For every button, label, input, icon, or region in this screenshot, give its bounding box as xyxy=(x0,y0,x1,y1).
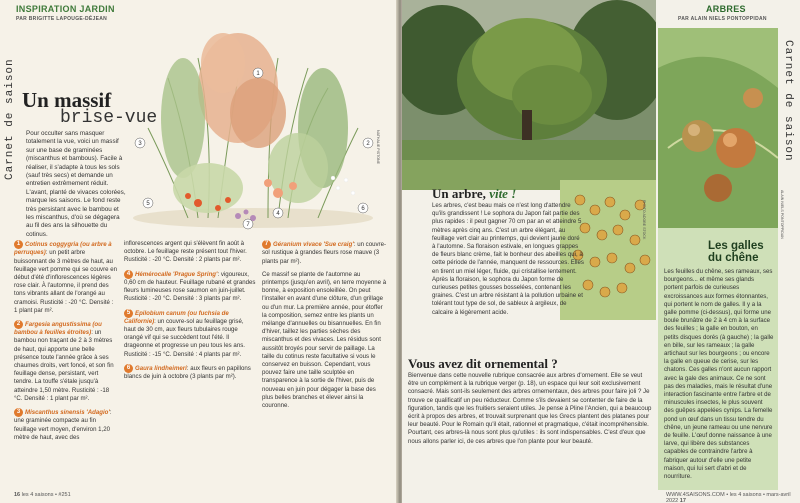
plant-name: Fargesia angustissima (ou bambou à feuilles étroites) xyxy=(14,321,102,337)
footer-right xyxy=(666,492,800,503)
plant-text: : un petit arbre buissonnant de 3 mètres de haut, au feuillage vert pomme qui se couvre en début d'été d'inflorescences légères rose clair. À l'automne, il prend des tons vibrants allant de l'orangé au cramoisi. Rusticité : -20 °C. Densité : 1 plant par m². xyxy=(14,249,117,314)
plant-column-1 xyxy=(14,240,118,447)
plant-name: Hémérocalle 'Prague Spring' xyxy=(135,270,218,278)
plant-text: : un couvre-sol rustique à grandes fleurs rose mauve (3 plants par m²). xyxy=(262,241,386,265)
plant-entry-continued: inflorescences argent qui s'élèvent fin août à octobre. Le feuillage reste présent tout l'hiver. Rusticité : -20 °C. Densité : 2 plants par m². xyxy=(124,240,247,264)
byline-right: PAR ALAIN NIELS PONTOPPIDAN xyxy=(678,16,767,22)
heading-ornemental: Vous avez dit ornemental ? xyxy=(408,356,558,371)
plant-entry xyxy=(14,320,118,403)
plant-entry xyxy=(124,364,256,382)
right-page xyxy=(402,0,800,503)
plant-text: : aux fleurs en papillons blancs de juin à octobre (3 plants par m²). xyxy=(124,364,251,381)
illustration-credit: NATHALIE PISTONE xyxy=(376,130,380,165)
side-label-right: Carnet de saison xyxy=(782,40,794,162)
plant-number: 3 xyxy=(14,408,23,417)
footer-text-right: WWW.4SAISONS.COM • les 4 saisons • mars-avril 2022 xyxy=(666,492,791,503)
footer-text-left: les 4 saisons • #251 xyxy=(21,492,71,498)
left-page xyxy=(0,0,398,503)
footer-left xyxy=(14,492,71,498)
plant-text: : une graminée compacte au fin feuillage vert moyen, d'environ 1,20 mètre de haut, avec des xyxy=(14,409,112,441)
plant-number: 1 xyxy=(14,240,23,249)
folio-right: 17 xyxy=(679,498,686,503)
plant-name: Géranium vivace 'Sue craig' xyxy=(273,241,354,249)
plant-text: : un couvre-sol au feuillage grisé, haut de 30 cm, aux fleurs tubulaires rouge orangé vif qui se succèdent tout l'été. Il drageonne et progresse un peu tous les ans. Rusticité : -15 °C. Densité : 4 plants par m². xyxy=(124,317,245,358)
plant-column-2 xyxy=(124,240,256,386)
photo-credit-1: PHOTO ADOBE STOCK xyxy=(642,200,646,240)
title-line-2: brise-vue xyxy=(60,108,158,128)
intro-text: Pour occulter sans masquer totalement la vue, voici un massif sur une base de graminées (miscanthus et bambous). Facile à réaliser, il s'adapte à tous les sols (sauf très secs) et demande un entretien extrêmement réduit. L'avant, planté de vivaces colorées, marque les saisons. Le fond reste très persistant avec le bambou et les miscanthus, d'où se dégagera au fil des ans la silhouette du cotinus. xyxy=(26,130,126,238)
galle-text: Les feuilles du chêne, ses rameaux, ses bourgeons... et même ses glands portent parfois de curieuses excroissances aux formes étonnantes, qui portent le nom de galles. Il y a la galle pomme (ci-dessus), qui forme une boule brunâtre de 2 à 4 cm à la surface des feuilles ; la galle en bouton, en petits disques dorés (à gauche) ; la galle en bille, sur les rameaux ; la galle artichaut sur les bourgeons ; ou encore la galle en queue de cerise, sur les chatons. Ces galles n'ont aucun rapport avec la gale des animaux. Ce ne sont pas des maladies, mais le résultat d'une interaction fascinante entre l'arbre et de minuscules insectes, le plus souvent des guêpes appelées cynips. La femelle pond un œuf dans un tissu tendre du chêne, un jeune rameau ou une nervure de feuille. L'œuf donne naissance à une larve, qui libère des substances capables de contraindre l'arbre à fabriquer autour d'elle une petite maison, qui lui sert d'abri et de nourriture. xyxy=(664,268,774,481)
byline-left: PAR BRIGITTE LAPOUGE-DÉJEAN xyxy=(16,16,108,22)
ornemental-text: Bienvenue dans cette nouvelle rubrique consacrée aux arbres d'ornement. Elle se veut être un complément à la rubrique verger (p. 18), un espace qui leur soit exclusivement consacré. Mais sont-ils seulement des arbres ornementaux, des arbres pour faire joli ? Je trouve ce qualificatif un peu réducteur. Comme s'ils devaient se contenter de faire de la figuration, tandis que les fruitiers seraient utiles. Je pense à Pline l'Ancien, qui a beaucoup écrit à propos des arbres, et trouvait surprenant que les Grecs plantent des platanes pour leur beauté. Pour le Romain qu'il était, rationnel et pragmatique, c'était incompréhensible. Pourtant, ces arbres-là nous sont plus qu'utiles : ils sont indispensables. C'est d'eux que nous allons parler ici, de ces arbres que l'on plante pour leur beauté. xyxy=(408,372,652,445)
plant-entry xyxy=(14,240,118,315)
rubric-left: INSPIRATION JARDIN xyxy=(16,4,115,14)
plant-number: 5 xyxy=(124,309,133,318)
svg-text:6: 6 xyxy=(361,206,365,212)
svg-text:5: 5 xyxy=(146,201,150,207)
plant-number: 7 xyxy=(262,240,271,249)
galle-title: Les galles du chêne xyxy=(708,240,764,264)
planting-advice: Ce massif se plante de l'automne au printemps (jusqu'en avril), en terre moyenne à bonne, à exposition ensoleillée. On peut l'installer en avant d'une clôture, d'un grillage ou d'un mur. La première année, pour étoffer la composition, semez entre les plants un mélange d'annuelles ou bisannuelles. En fin d'hiver, taillez les parties sèches des miscanthus et des vivaces. Les résidus sont aussitôt broyés pour servir de paillage. La taille du cotinus reste facultative si vous le conservez en buisson. Cependant, vous pouvez faire une taille sculptée en transparence à la sortie de l'hiver, puis de nouveau en juin pour dégager la base des plus belles branches et élever ainsi la couronne. xyxy=(262,270,387,409)
title-line-1: Un massif xyxy=(22,88,112,112)
svg-text:2: 2 xyxy=(366,141,370,147)
plant-entry xyxy=(124,309,256,359)
oak-apple-gall-photo xyxy=(658,28,778,228)
plant-name: Epilobium canum (ou fuchsia de Californie) xyxy=(124,309,229,325)
plant-name: Cotinus coggygria (ou arbre à perruques) xyxy=(14,241,112,257)
side-label-left: Carnet de saison xyxy=(4,58,16,180)
plant-entry xyxy=(14,408,118,442)
heading-arbre-vite xyxy=(432,186,516,202)
plant-text: : vigoureux, 0,60 cm de hauteur. Feuillage rubané et grandes fleurs lumineuses rose saumon en juin-juillet. Rusticité : -20 °C. Densité : 3 plants par m². xyxy=(124,270,256,303)
photo-credit-2: ALAIN NIELS PONTOPPIDAN xyxy=(780,190,784,239)
sophora-text: Les arbres, c'est beau mais ce n'est long d'attendre qu'ils grandissent ! Le sophora du Japon fait partie des plus rapides : il peut gagner 70 cm par an et atteindre 5 mètres après cinq ans. C'est un arbre élégant, au feuillage vert clair au printemps, qui devient jaune doré à l'automne. Sa floraison estivale, en longues grappes de fleurs blanc crème, fait le bonheur des abeilles qui, à cette période de l'année, manquent de ressources. Elles en tirent un miel léger, fluide, qui cristallise lentement. Après la floraison, le sophora du Japon forme de curieuses petites gousses bosselées, contenant les graines. C'est un arbre résistant à la pollution urbaine et tolérant tout type de sol, de sableux à argileux, de calcaire à légèrement acide. xyxy=(432,202,584,316)
plant-name: Miscanthus sinensis 'Adagio' xyxy=(25,409,110,417)
heading-arbre-vite-italic: vite ! xyxy=(489,186,517,201)
svg-text:4: 4 xyxy=(276,211,280,217)
garden-illustration xyxy=(128,18,378,230)
svg-text:7: 7 xyxy=(246,222,250,228)
sophora-tree-photo xyxy=(402,0,656,190)
plant-column-3 xyxy=(262,240,388,415)
folio-left: 16 xyxy=(14,492,21,498)
heading-arbre-vite-text: Un arbre, xyxy=(432,186,486,201)
plant-entry xyxy=(262,240,388,266)
svg-text:3: 3 xyxy=(138,141,142,147)
plant-number: 4 xyxy=(124,270,133,279)
plant-name: Gaura lindheimeri xyxy=(135,364,187,372)
svg-text:1: 1 xyxy=(256,71,260,77)
plant-text: : un bambou non traçant de 2 à 3 mètres de haut, qui apporte une belle présence toute l'année grâce à ses chaumes droits, vert foncé, et son fin feuillage dense, persistant, vert tendre. La touffe s'étale jusqu'à atteindre 1,50 mètre. Rusticité : -18 °C. Densité : 1 plant par m². xyxy=(14,329,114,402)
rubric-right: ARBRES xyxy=(706,4,746,14)
plant-number: 6 xyxy=(124,364,133,373)
plant-entry xyxy=(124,270,256,304)
plant-number: 2 xyxy=(14,320,23,329)
